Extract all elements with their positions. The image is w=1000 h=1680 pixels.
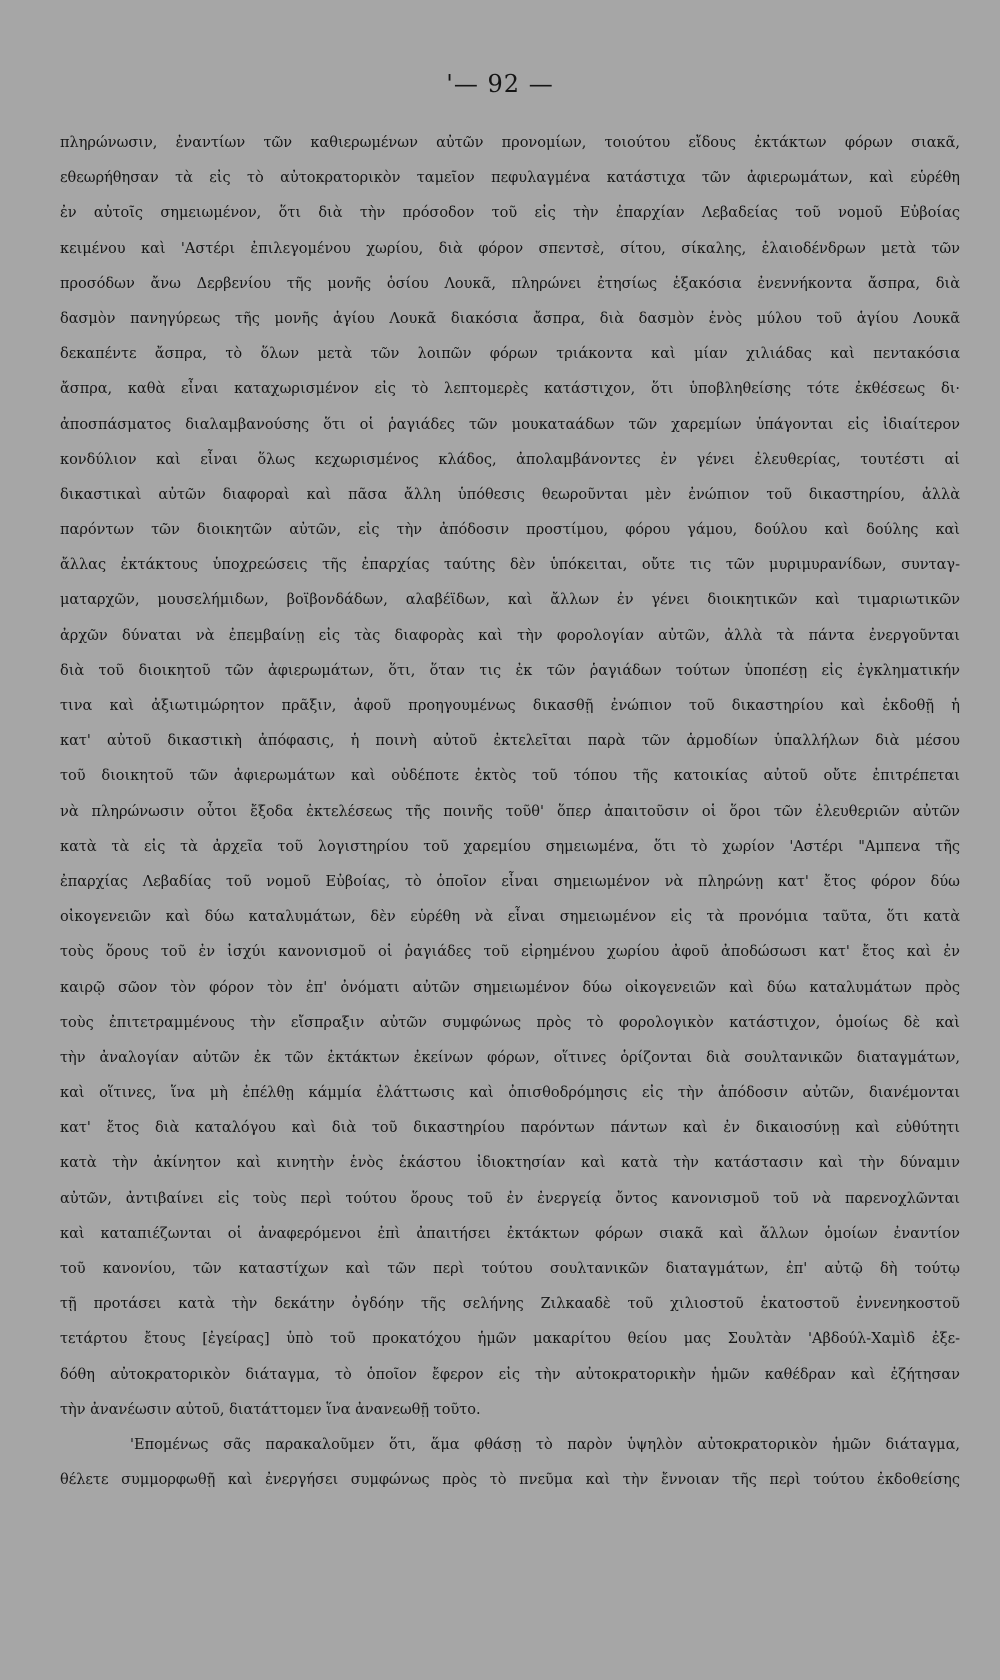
text-line: κατ' αὐτοῦ δικαστικὴ ἀπόφασις, ἡ ποινὴ αὐτοῦ ἐκτελεῖται παρὰ τῶν ἁρμοδίων ὑπαλλήλων διὰ μέσου <box>60 733 960 750</box>
text-line: καὶ οἵτινες, ἵνα μὴ ἐπέλθῃ κάμμία ἐλάττωσις καὶ ὀπισθοδρόμησις εἰς τὴν ἀπόδοσιν αὐτῶν, διανέμονται <box>60 1085 960 1102</box>
page-number: '— 92 — <box>446 70 554 98</box>
text-line: κατ' ἔτος διὰ καταλόγου καὶ διὰ τοῦ δικαστηρίου παρόντων πάντων καὶ ἐν δικαιοσύνῃ καὶ εὐθύτητι <box>60 1120 960 1137</box>
text-line: διὰ τοῦ διοικητοῦ τῶν ἀφιερωμάτων, ὅτι, ὅταν τις ἐκ τῶν ῥαγιάδων τούτων ὑποπέσῃ εἰς ἐγκληματικήν <box>60 662 960 679</box>
text-line: δικαστικαὶ αὐτῶν διαφοραὶ καὶ πᾶσα ἄλλη ὑπόθεσις θεωροῦνται μὲν ἐνώπιον τοῦ δικαστηρίου, ἀλλὰ <box>60 486 960 503</box>
text-line: καιρῷ σῶον τὸν φόρον τὸν ἐπ' ὀνόματι αὐτῶν σημειωμένον δύω οἰκογενειῶν καὶ δύω καταλυμάτων πρὸς <box>60 979 960 996</box>
text-line: τὴν ἀναλογίαν αὐτῶν ἐκ τῶν ἐκτάκτων ἐκείνων φόρων, οἵτινες ὁρίζονται διὰ σουλτανικῶν διαταγμάτων, <box>60 1049 960 1066</box>
text-line: κονδύλιον καὶ εἶναι ὅλως κεχωρισμένος κλάδος, ἀπολαμβάνοντες ἐν γένει ἐλευθερίας, τουτέστι αἱ <box>60 451 960 468</box>
text-line: προσόδων ἄνω Δερβενίου τῆς μονῆς ὁσίου Λουκᾶ, πληρώνει ἐτησίως ἑξακόσια ἐνεννήκοντα ἄσπρα, διὰ <box>60 275 960 292</box>
text-line: τοῦ διοικητοῦ τῶν ἀφιερωμάτων καὶ οὐδέποτε ἐκτὸς τοῦ τόπου τῆς κατοικίας αὐτοῦ οὔτε ἐπιτρέπεται <box>60 768 960 785</box>
text-line: οἰκογενειῶν καὶ δύω καταλυμάτων, δὲν εὑρέθη νὰ εἶναι σημειωμένον εἰς τὰ προνόμια ταῦτα, ὅτι κατὰ <box>60 909 960 926</box>
text-line: εθεωρήθησαν τὰ εἰς τὸ αὐτοκρατορικὸν ταμεῖον πεφυλαγμένα κατάστιχα τῶν ἀφιερωμάτων, καὶ εὑρέθη <box>60 170 960 187</box>
text-line: τὴν ἀνανέωσιν αὐτοῦ, διατάττομεν ἵνα ἀνανεωθῇ τοῦτο. <box>60 1401 481 1418</box>
body-text <box>60 126 960 1498</box>
text-line: τοῦ κανονίου, τῶν καταστίχων καὶ τῶν περὶ τούτου σουλτανικῶν διαταγμάτων, ἐπ' αὐτῷ δὴ τούτῳ <box>60 1261 960 1277</box>
text-line: ἀποσπάσματος διαλαμβανούσης ὅτι οἱ ῥαγιάδες τῶν μουκαταάδων τῶν χαρεμίων ὑπάγονται εἰς ἰδιαίτερον <box>60 416 960 433</box>
text-line: κατὰ τὰ εἰς τὰ ἀρχεῖα τοῦ λογιστηρίου τοῦ χαρεμίου σημειωμένα, ὅτι τὸ χωρίον 'Αστέρι "Αμπενα τῆς <box>60 838 960 855</box>
text-line: ἐπαρχίας Λεβαδίας τοῦ νομοῦ Εὐβοίας, τὸ ὁποῖον εἶναι σημειωμένον νὰ πληρώνῃ κατ' ἔτος φόρον δύω <box>60 873 960 890</box>
text-line: καὶ καταπιέζωνται οἱ ἀναφερόμενοι ἐπὶ ἀπαιτήσει ἐκτάκτων φόρων σιακᾶ καὶ ἄλλων ὁμοίων ἐναντίον <box>60 1225 960 1242</box>
text-line: δόθη αὐτοκρατορικὸν διάταγμα, τὸ ὁποῖον ἔφερον εἰς τὴν αὐτοκρατορικὴν ἡμῶν καθέδραν καὶ ἐζήτησαν <box>60 1366 960 1383</box>
text-line: κειμένου καὶ 'Αστέρι ἐπιλεγομένου χωρίου, διὰ φόρον σπεντσὲ, σίτου, σίκαλης, ἐλαιοδένδρων μετὰ τῶν <box>60 240 960 257</box>
text-line: δασμὸν πανηγύρεως τῆς μονῆς ἁγίου Λουκᾶ διακόσια ἄσπρα, διὰ δασμὸν ἑνὸς μύλου τοῦ ἁγίου Λουκᾶ <box>60 310 960 327</box>
text-line: δεκαπέντε ἄσπρα, τὸ ὅλων μετὰ τῶν λοιπῶν φόρων τριάκοντα καὶ μίαν χιλιάδας καὶ πεντακόσια <box>60 346 960 363</box>
text-line: κατὰ τὴν ἀκίνητον καὶ κινητὴν ἑνὸς ἑκάστου ἰδιοκτησίαν καὶ κατὰ τὴν κατάστασιν καὶ τὴν δύναμιν <box>60 1155 960 1172</box>
text-line: πληρώνωσιν, ἐναντίων τῶν καθιερωμένων αὐτῶν προνομίων, τοιούτου εἴδους ἐκτάκτων φόρων σιακᾶ, <box>60 135 960 151</box>
text-line: τοὺς ὅρους τοῦ ἐν ἰσχύι κανονισμοῦ οἱ ῥαγιάδες τοῦ εἰρημένου χωρίου ἀφοῦ ἀποδώσωσι κατ' ἔτος καὶ ἐν <box>60 944 960 961</box>
text-line: ἄλλας ἐκτάκτους ὑποχρεώσεις τῆς ἐπαρχίας ταύτης δὲν ὑπόκειται, οὔτε τις τῶν μυριμυρανίδων, συνταγ- <box>60 557 960 574</box>
text-line: ἐν αὐτοῖς σημειωμένον, ὅτι διὰ τὴν πρόσοδον τοῦ εἰς τὴν ἐπαρχίαν Λεβαδείας τοῦ νομοῦ Εὐβοίας <box>60 205 960 222</box>
text-line: τοὺς ἐπιτετραμμένους τὴν εἴσπραξιν αὐτῶν συμφώνως πρὸς τὸ φορολογικὸν κατάστιχον, ὁμοίως δὲ καὶ <box>60 1014 960 1031</box>
text-line: ἀρχῶν δύναται νὰ ἐπεμβαίνῃ εἰς τὰς διαφορὰς καὶ τὴν φορολογίαν αὐτῶν, ἀλλὰ τὰ πάντα ἐνεργοῦνται <box>60 627 960 644</box>
text-line: 'Επομένως σᾶς παρακαλοῦμεν ὅτι, ἅμα φθάσῃ τὸ παρὸν ὑψηλὸν αὐτοκρατορικὸν ἡμῶν διάταγμα, <box>130 1436 960 1453</box>
text-line: τινα καὶ ἀξιωτιμώρητον πρᾶξιν, ἀφοῦ προηγουμένως δικασθῇ ἐνώπιον τοῦ δικαστηρίου καὶ ἐκδοθῇ ἡ <box>60 698 960 714</box>
text-line: ματαρχῶν, μουσελήμιδων, βοϊβονδάδων, αλαβέϊδων, καὶ ἄλλων ἐν γένει διοικητικῶν καὶ τιμαριωτικῶν <box>60 592 960 609</box>
text-line: αὐτῶν, ἀντιβαίνει εἰς τοὺς περὶ τούτου ὅρους τοῦ ἐν ἐνεργείᾳ ὄντος κανονισμοῦ τοῦ νὰ παρενοχλῶνται <box>60 1190 960 1207</box>
text-line: τετάρτου ἔτους [ἐγείρας] ὑπὸ τοῦ προκατόχου ἡμῶν μακαρίτου θείου μας Σουλτὰν 'Αβδούλ-Χαμὶδ ἐξε- <box>60 1331 960 1348</box>
text-line: νὰ πληρώνωσιν οὗτοι ἔξοδα ἐκτελέσεως τῆς ποινῆς τοῦθ' ὅπερ ἀπαιτοῦσιν οἱ ὅροι τῶν ἐλευθεριῶν αὐτῶν <box>60 803 960 820</box>
text-line: θέλετε συμμορφωθῇ καὶ ἐνεργήσει συμφώνως πρὸς τὸ πνεῦμα καὶ τὴν ἔννοιαν τῆς περὶ τούτου ἐκδοθείσης <box>60 1472 960 1489</box>
text-line: τῇ προτάσει κατὰ τὴν δεκάτην ὀγδόην τῆς σελήνης Ζιλκααδὲ τοῦ χιλιοστοῦ ἑκατοστοῦ ἐννενηκοστοῦ <box>60 1296 960 1313</box>
text-line: παρόντων τῶν διοικητῶν αὐτῶν, εἰς τὴν ἀπόδοσιν προστίμου, φόρου γάμου, δούλου καὶ δούλης καὶ <box>60 522 960 539</box>
text-line: ἄσπρα, καθὰ εἶναι καταχωρισμένον εἰς τὸ λεπτομερὲς κατάστιχον, ὅτι ὑποβληθείσης τότε ἐκθέσεως δι· <box>60 381 960 398</box>
